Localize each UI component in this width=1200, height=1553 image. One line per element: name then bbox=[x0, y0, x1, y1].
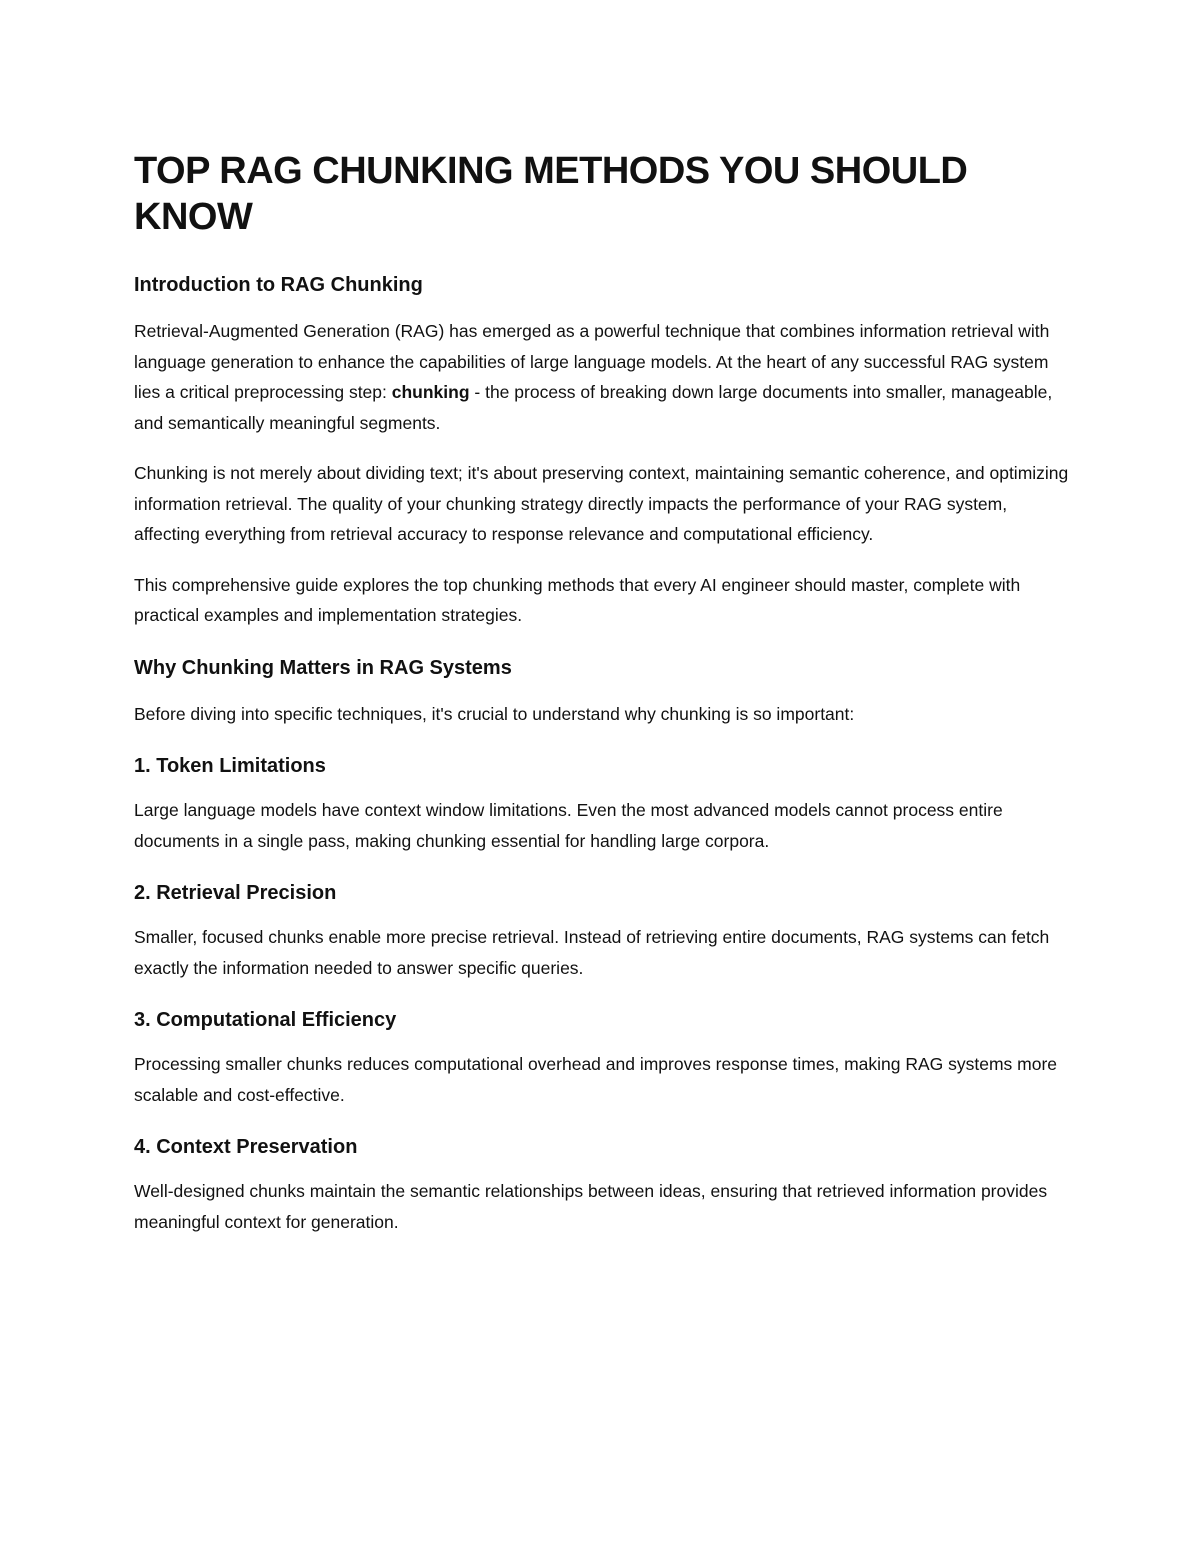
document-page bbox=[134, 148, 1069, 1261]
intro-paragraph-1-text-after: - the process of breaking down large documents into smaller, manageable, and semantically meaningful segments. bbox=[134, 382, 1053, 433]
document-title: TOP RAG CHUNKING METHODS YOU SHOULD KNOW bbox=[134, 150, 968, 238]
subsection-text-retrieval-precision: Smaller, focused chunks enable more precise retrieval. Instead of retrieving entire documents, RAG systems can fetch exactly the information needed to answer specific queries. bbox=[134, 927, 1050, 978]
why-lead-paragraph: Before diving into specific techniques, it's crucial to understand why chunking is so important: bbox=[134, 703, 855, 724]
subsection-text-context-preservation: Well-designed chunks maintain the semantic relationships between ideas, ensuring that retrieved information provides meaningful context for generation. bbox=[134, 1181, 1048, 1232]
intro-paragraph-2: Chunking is not merely about dividing text; it's about preserving context, maintaining semantic coherence, and optimizing information retrieval. The quality of your chunking strategy directly impacts the performance of your RAG system, affecting everything from retrieval accuracy to response relevance and computational efficiency. bbox=[134, 463, 1069, 544]
intro-paragraph-1-bold-term: chunking bbox=[391, 382, 470, 402]
subsection-heading-token-limitations: 1. Token Limitations bbox=[134, 755, 326, 777]
intro-paragraph-1-text-before: Retrieval-Augmented Generation (RAG) has emerged as a powerful technique that combines information retrieval with language generation to enhance the capabilities of large language models. At the heart of any successful RAG system lies a critical preprocessing step: bbox=[134, 321, 1050, 402]
subsection-heading-computational-efficiency: 3. Computational Efficiency bbox=[134, 1009, 397, 1031]
section-heading-why-chunking: Why Chunking Matters in RAG Systems bbox=[134, 656, 512, 679]
subsection-heading-retrieval-precision: 2. Retrieval Precision bbox=[134, 882, 337, 904]
intro-paragraph-1 bbox=[134, 316, 1069, 438]
section-heading-introduction: Introduction to RAG Chunking bbox=[134, 274, 423, 296]
subsection-heading-context-preservation: 4. Context Preservation bbox=[134, 1136, 358, 1158]
subsection-text-computational-efficiency: Processing smaller chunks reduces computational overhead and improves response times, making RAG systems more scalable and cost-effective. bbox=[134, 1054, 1058, 1105]
subsection-text-token-limitations: Large language models have context window limitations. Even the most advanced models cannot process entire documents in a single pass, making chunking essential for handling large corpora. bbox=[134, 800, 1003, 851]
intro-paragraph-3: This comprehensive guide explores the top chunking methods that every AI engineer should master, complete with practical examples and implementation strategies. bbox=[134, 574, 1021, 625]
